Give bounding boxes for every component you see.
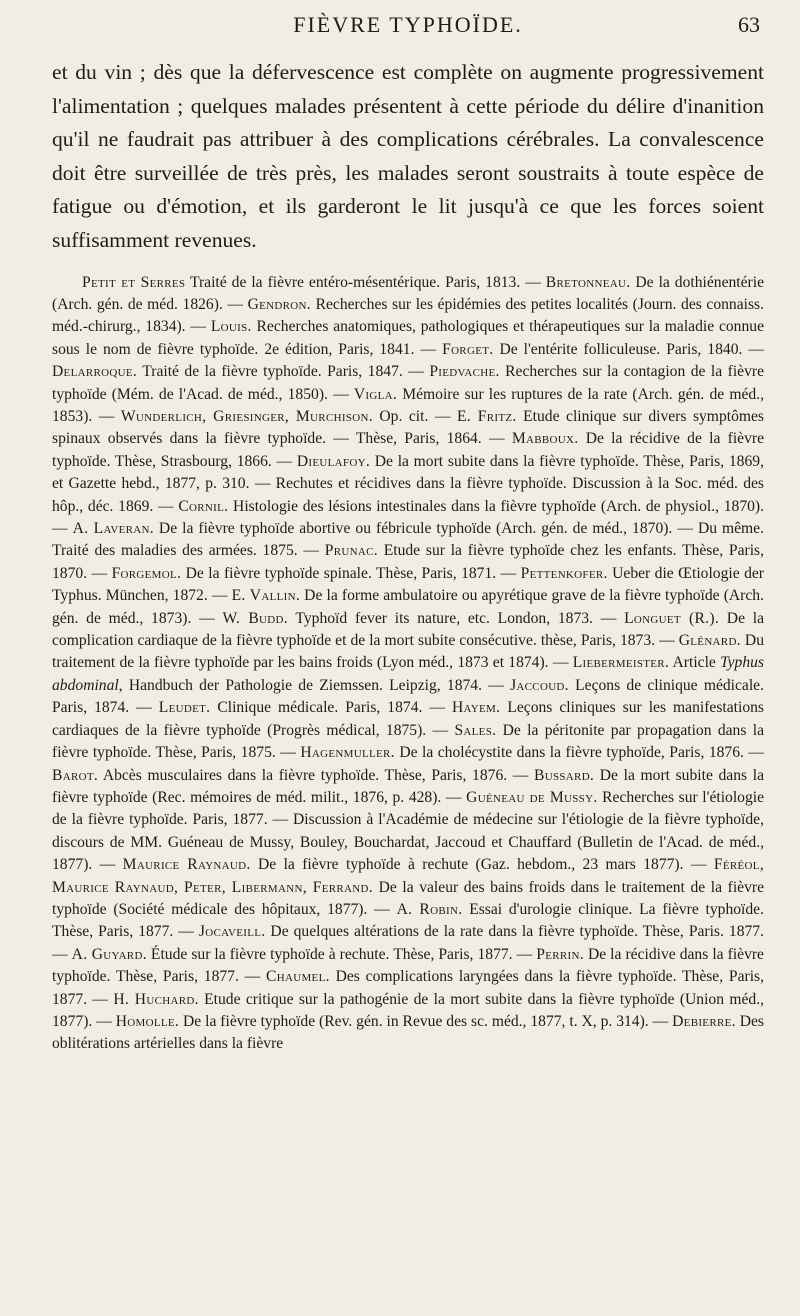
bibliography-author: Hagenmuller. [300, 744, 395, 762]
bibliography-text: De la cholécystite dans la fièvre typhoïde, Paris, 1876. — [394, 744, 764, 762]
bibliography-text: De la fièvre typhoïde à rechute (Gaz. hebdom., 23 mars 1877). — [250, 856, 714, 874]
bibliography-author: Cornil. [178, 497, 229, 515]
bibliography-text: Abcès musculaires dans la fièvre typhoïde. Thèse, Paris, 1876. — [98, 766, 535, 784]
bibliography-text: Etude clinique sur divers symptômes spinaux observés dans la fièvre typhoïde. — Thèse, Paris, 1864. — [52, 408, 764, 448]
bibliography-text: Histologie des lésions intestinales dans la fièvre typhoïde (Arch. de physiol., 1870). — [52, 497, 764, 538]
bibliography-author: Petit et Serres [82, 273, 186, 291]
bibliography-author: Pettenkofer. [520, 564, 608, 582]
bibliography-text: Recherches anatomiques, pathologiques et thérapeutiques sur la maladie connue sous le nom de fièvre typhoïde. 2e édition, Paris, 1841. — [52, 318, 764, 358]
bibliography-author: Guéneau de Mussy. [466, 788, 598, 806]
bibliography-text: Recherches sur la contagion de la fièvre typhoïde (Mém. de l'Acad. de méd., 1850). — [52, 363, 764, 403]
bibliography-text: Recherches sur les épidémies des petites localités (Journ. des connaiss. méd.-chirurg., 1834). — [52, 295, 765, 336]
bibliography-text: Des oblitérations artérielles dans la fièvre [52, 1012, 764, 1053]
bibliography-author: Piedvache. [429, 363, 500, 381]
bibliography-author: Longuet (R.). [624, 609, 720, 627]
page-number: 63 [738, 12, 760, 37]
bibliography-text: Op. cit. — [372, 408, 457, 425]
bibliography-author: Féréol, Maurice Raynaud, Peter, Libermann, Ferrand. [52, 856, 765, 896]
bibliography-author: E. Fritz. [456, 408, 517, 425]
bibliography-author: Barot. [52, 766, 99, 784]
bibliography-text: Du traitement de la fièvre typhoïde par les bains froids (Lyon méd., 1873 et 1874). — [52, 632, 764, 672]
bibliography-text: De quelques altérations de la rate dans la fièvre typhoïde. Thèse, Paris. 1877. — [52, 923, 764, 963]
bibliography-paragraph [52, 272, 764, 1056]
bibliography-text: De la récidive de la fièvre typhoïde. Thèse, Strasbourg, 1866. — [52, 430, 765, 470]
bibliography-author: Leudet. [158, 699, 211, 717]
bibliography-text: Traité de la fièvre typhoïde. Paris, 1847. — [137, 363, 430, 381]
bibliography-text: , Handbuch der Pathologie de Ziemssen. Leipzig, 1874. — [118, 676, 511, 694]
bibliography-author: Hayem. [452, 699, 501, 717]
bibliography-text: Typhoïd fever its nature, etc. London, 1873. — [287, 609, 625, 627]
bibliography-author: Gendron. [247, 295, 311, 313]
bibliography-text: Des complications laryngées dans la fièvre typhoïde. Thèse, Paris, 1877. — [52, 968, 765, 1008]
bibliography-text: De la péritonite par propagation dans la fièvre typhoïde. Thèse, Paris, 1875. — [52, 721, 764, 762]
bibliography-text: Clinique médicale. Paris, 1874. — [210, 699, 452, 717]
bibliography-author: W. Budd. [222, 609, 288, 627]
bibliography-text: Recherches sur l'étiologie de la fièvre typhoïde. Paris, 1877. — Discussion à l'Académie de médecine sur l'étiologie de la fièvre typhoïde, discours de MM. Guéneau de Mussy, Bouley, Bouchardat, Jaccoud et Chauffard (Bulletin de l'Acad. de méd., 1877). — [52, 788, 765, 874]
bibliography-author: H. Huchard. [113, 990, 199, 1008]
bibliography-author: Homolle. [115, 1012, 180, 1030]
bibliography-author: Vigla. [353, 385, 398, 403]
lead-paragraph: et du vin ; dès que la défervescence est complète on augmente progressivement l'alimentation ; quelques malades présentent à cette période du délire d'inanition qu'il ne faudrait pas attribuer à des complications cérébrales. La convalescence doit être surveillée de très près, les malades seront soustraits à toute espèce de fatigue ou d'émotion, et ils garderont le lit jusqu'à ce que les forces soient suffisamment revenues. [52, 60, 764, 252]
bibliography-text: Traité de la fièvre entéro-mésentérique. Paris, 1813. — [185, 273, 546, 291]
bibliography-text: Mémoire sur les ruptures de la rate (Arch. gén. de méd., 1853). — [52, 385, 764, 425]
bibliography-author: A. Laveran. [72, 520, 154, 538]
book-page [52, 0, 764, 1316]
bibliography-author: Prunac. [324, 542, 378, 560]
bibliography-author: A. Guyard. [71, 945, 147, 963]
running-header [52, 6, 764, 46]
running-title: FIÈVRE TYPHOÏDE. [293, 12, 523, 37]
bibliography-author: Jocaveill. [198, 923, 266, 941]
bibliography-author: Sales. [454, 721, 497, 739]
bibliography-text: De la fièvre typhoïde spinale. Thèse, Paris, 1871. — [181, 564, 521, 582]
bibliography-author: A. Robin. [396, 900, 463, 918]
bibliography-italic-title: Typhus abdominal [52, 654, 765, 694]
bibliography-text: Etude sur la fièvre typhoïde chez les enfants. Thèse, Paris, 1870. — [52, 542, 764, 582]
bibliography-author: Debierre. [672, 1012, 736, 1030]
bibliography-author: Glénard. [678, 632, 741, 650]
bibliography-text: De la dothiénentérie (Arch. gén. de méd. 1826). — [52, 273, 764, 313]
bibliography-author: Forgemol. [111, 564, 182, 582]
bibliography-text: Article [669, 654, 721, 672]
bibliography-text: De la fièvre typhoïde (Rev. gén. in Revue des sc. méd., 1877, t. X, p. 314). — [179, 1012, 673, 1030]
bibliography-author: Louis. [210, 318, 252, 336]
bibliography-text: De l'entérite folliculeuse. Paris, 1840. — [493, 340, 764, 358]
bibliography-text: Leçons cliniques sur les manifestations cardiaques de la fièvre typhoïde (Progrès médical, 1875). — [52, 699, 764, 739]
bibliography-text: Essai d'urologie clinique. La fièvre typhoïde. Thèse, Paris, 1877. — [52, 900, 764, 941]
bibliography-author: Maurice Raynaud. [122, 856, 251, 874]
bibliography-author: E. Vallin. [231, 587, 301, 605]
bibliography-author: Chaumel. [266, 968, 330, 986]
bibliography-author: Bretonneau. [545, 273, 631, 291]
bibliography-author: Dieulafoy. [296, 452, 371, 470]
bibliography-author: Liebermeister. [572, 654, 670, 672]
bibliography-text: Ueber die Œtiologie der Typhus. München, 1872. — [52, 564, 765, 605]
bibliography-text: De la récidive dans la fièvre typhoïde. Thèse, Paris, 1877. — [52, 945, 764, 986]
bibliography-author: Delarroque. [52, 363, 138, 381]
bibliography-author: Jaccoud. [510, 676, 569, 694]
bibliography-text: De la valeur des bains froids dans le traitement de la fièvre typhoïde (Société médicale des hôpitaux, 1877). — [52, 878, 764, 918]
bibliography-text: De la forme ambulatoire ou apyrétique grave de la fièvre typhoïde (Arch. gén. de méd., 1873). — [52, 587, 764, 627]
bibliography-text: De la mort subite dans la fièvre typhoïde. Thèse, Paris, 1869, et Gazette hebd., 1877, p. 310. — Rechutes et récidives dans la fièvre typhoïde. Discussion à la Soc. méd. des hôp., déc. 1869. — [52, 452, 764, 515]
bibliography-author: Mabboux. [511, 430, 579, 448]
bibliography-text: Étude sur la fièvre typhoïde à rechute. Thèse, Paris, 1877. — [146, 945, 537, 963]
bibliography-author: Bussard. [534, 766, 595, 784]
bibliography-text: Leçons de clinique médicale. Paris, 1874. — [52, 676, 764, 717]
bibliography-author: Wunderlich, Griesinger, Murchison. [120, 408, 373, 425]
bibliography-text: De la fièvre typhoïde abortive ou fébricule typhoïde (Arch. gén. de méd., 1870). — Du même. Traité des maladies des armées. 1875. — [52, 520, 765, 560]
bibliography-text: De la mort subite dans la fièvre typhoïde (Rec. mémoires de méd. milit., 1876, p. 428). — [52, 766, 764, 806]
bibliography-text: De la complication cardiaque de la fièvre typhoïde et de la mort subite consécutive. thèse, Paris, 1873. — [52, 609, 765, 650]
bibliography-text: Etude critique sur la pathogénie de la mort subite dans la fièvre typhoïde (Union méd., 1877). — [52, 990, 764, 1030]
bibliography-author: Perrin. [536, 945, 584, 963]
bibliography-author: Forget. [442, 340, 494, 358]
